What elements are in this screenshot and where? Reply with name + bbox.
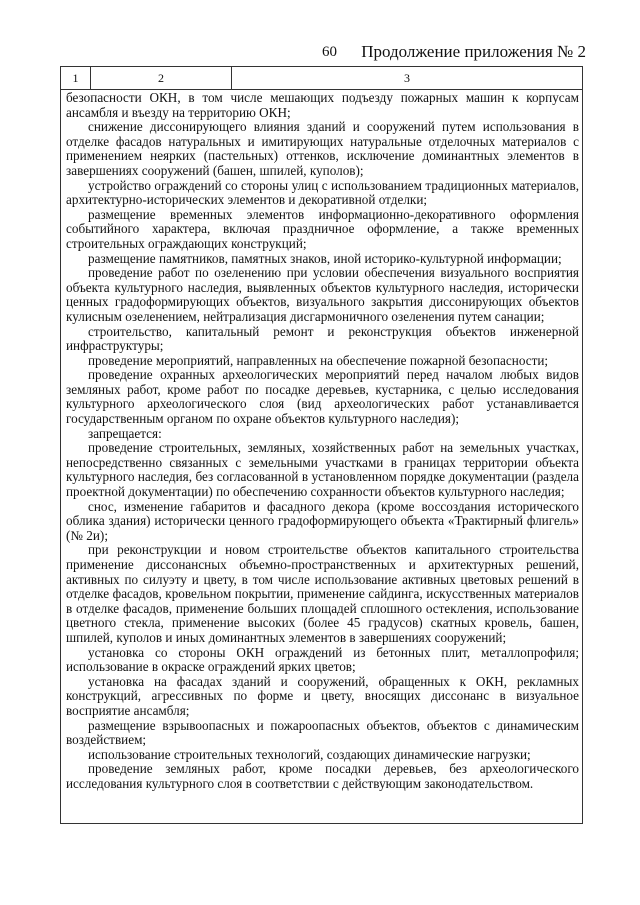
paragraph: устройство ограждений со стороны улиц с использованием традиционных материалов, архитектурно-исторических элементов и декоративной отделки; bbox=[66, 177, 579, 208]
column-header-1: 1 bbox=[61, 67, 91, 89]
table-body-text bbox=[66, 91, 579, 792]
page-header bbox=[0, 42, 640, 66]
paragraph: проведение мероприятий, направленных на обеспечение пожарной безопасности; bbox=[88, 352, 549, 368]
paragraph: запрещается: bbox=[88, 425, 162, 441]
column-header-3: 3 bbox=[404, 71, 410, 85]
paragraph: установка на фасадах зданий и сооружений, обращенных к ОКН, рекламных конструкций, агрессивных по форме и цвету, вносящих диссонанс в визуальное восприятие ансамбля; bbox=[66, 673, 579, 718]
table-header-row bbox=[61, 67, 582, 90]
page-number: 60 bbox=[322, 44, 337, 60]
paragraph: проведение охранных археологических мероприятий перед началом любых видов земляных работ, кроме работ по посадке деревьев, кустарника, с целью исследования культурного археологического слоя (вид археологических работ устанавливается государственным органом по охране объектов культурного наследия); bbox=[66, 367, 579, 427]
paragraph: использование строительных технологий, создающих динамические нагрузки; bbox=[88, 746, 531, 762]
paragraph: установка со стороны ОКН ограждений из бетонных плит, металлопрофиля; использование в окраске ограждений ярких цветов; bbox=[66, 644, 579, 675]
document-table bbox=[60, 66, 583, 824]
paragraph: размещение взрывоопасных и пожароопасных объектов, объектов с динамическим воздействием; bbox=[66, 717, 579, 748]
paragraph: при реконструкции и новом строительстве объектов капитального строительства применение диссонансных объемно-пространственных и архитектурных решений, активных по силуэту и цвету, в том числе использование активных цветовых решений в отделке фасадов, кровельном покрытии, применение сайдинга, искусственных материалов в отделке фасадов, применение больших площадей сплошного остекления, использование цветного стекла, применение высоких (более 45 градусов) скатных кровель, башен, шпилей, куполов и иных доминантных элементов в завершениях сооружений; bbox=[66, 542, 579, 645]
paragraph: проведение работ по озеленению при условии обеспечения визуального восприятия объекта культурного наследия, выявленных объектов культурного наследия, исторически ценных градоформирующих объектов, визуального закрытия диссонирующих объектов кулисным озеленением, нейтрализация дисгармоничного озеленения путем санации; bbox=[66, 265, 579, 324]
paragraph: размещение памятников, памятных знаков, иной историко-культурной информации; bbox=[88, 250, 562, 266]
paragraph: размещение временных элементов информационно-декоративного оформления событийного характера, включая праздничное оформление, а также временных строительных ограждающих конструкций; bbox=[66, 206, 579, 251]
continuation-title: Продолжение приложения № 2 bbox=[361, 42, 586, 61]
paragraph: снижение диссонирующего влияния зданий и сооружений путем использования в отделке фасадов натуральных и имитирующих натуральные отделочных материалов с применением неярких (пастельных) оттенков, исключение доминантных элементов в завершениях сооружений (башен, шпилей, куполов); bbox=[66, 119, 579, 178]
paragraph: снос, изменение габаритов и фасадного декора (кроме воссоздания исторического облика здания) исторически ценного градоформирующего объекта «Трактирный флигель» (№ 2и); bbox=[66, 498, 579, 543]
column-header-2: 2 bbox=[91, 67, 232, 89]
paragraph: безопасности ОКН, в том числе мешающих подъезду пожарных машин к корпусам ансамбля и въезду на территорию ОКН; bbox=[66, 90, 579, 120]
paragraph: проведение строительных, земляных, хозяйственных работ на земельных участках, непосредственно связанных с земельными участками в границах территории объекта культурного наследия, без согласованной в установленном порядке документации (раздела проектной документации) по обеспечению сохранности объектов культурного наследия; bbox=[66, 440, 579, 500]
paragraph: строительство, капитальный ремонт и реконструкция объектов инженерной инфраструктуры; bbox=[66, 323, 579, 354]
paragraph: проведение земляных работ, кроме посадки деревьев, без археологического исследования культурного слоя в соответствии с действующим законодательством. bbox=[66, 761, 579, 791]
